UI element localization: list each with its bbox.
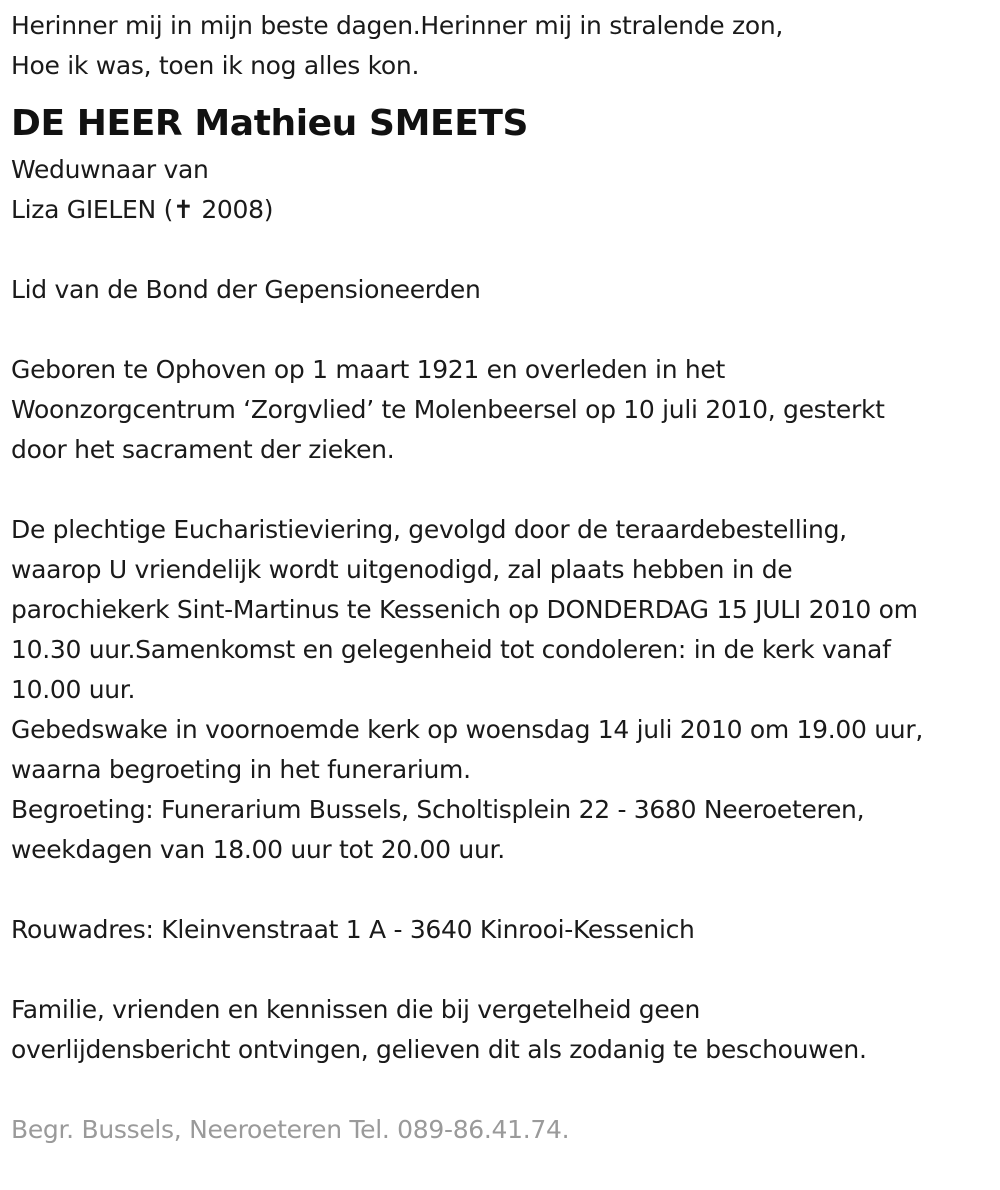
paragraph-line: waarop U vriendelijk wordt uitgenodigd, zal plaats hebben in de (11, 555, 793, 584)
paragraph-line: Geboren te Ophoven op 1 maart 1921 en overleden in het (11, 355, 726, 384)
spacer (11, 230, 991, 270)
paragraph-line: 10.30 uur.Samenkomst en gelegenheid tot condoleren: in de kerk vanaf (11, 635, 891, 664)
paragraph-line: Gebedswake in voornoemde kerk op woensdag 14 juli 2010 om 19.00 uur, (11, 715, 923, 744)
spouse-name: Liza GIELEN (✝ 2008) (11, 195, 274, 224)
funeral-home-footer: Begr. Bussels, Neeroeteren Tel. 089-86.41.74. (11, 1115, 570, 1144)
paragraph-line: De plechtige Eucharistieviering, gevolgd door de teraardebestelling, (11, 515, 847, 544)
birth-death-paragraph (11, 350, 991, 470)
membership: Lid van de Bond der Gepensioneerden (11, 275, 481, 304)
spouse-label: Weduwnaar van (11, 155, 209, 184)
poem-line: Hoe ik was, toen ik nog alles kon. (11, 51, 420, 80)
paragraph-line: Begroeting: Funerarium Bussels, Scholtisplein 22 - 3680 Neeroeteren, (11, 795, 865, 824)
deceased-name: DE HEER Mathieu SMEETS (11, 103, 529, 144)
paragraph-line: overlijdensbericht ontvingen, gelieven dit als zodanig te beschouwen. (11, 1035, 867, 1064)
spacer (11, 870, 991, 910)
spacer (11, 310, 991, 350)
paragraph-line: 10.00 uur. (11, 675, 136, 704)
mourning-address: Rouwadres: Kleinvenstraat 1 A - 3640 Kinrooi-Kessenich (11, 915, 695, 944)
spacer (11, 950, 991, 990)
paragraph-line: Familie, vrienden en kennissen die bij vergetelheid geen (11, 995, 701, 1024)
paragraph-line: parochiekerk Sint-Martinus te Kessenich op DONDERDAG 15 JULI 2010 om (11, 595, 918, 624)
paragraph-line: weekdagen van 18.00 uur tot 20.00 uur. (11, 835, 505, 864)
spouse-info (11, 150, 991, 230)
ceremony-paragraph (11, 510, 991, 870)
paragraph-line: waarna begroeting in het funerarium. (11, 755, 471, 784)
spacer (11, 470, 991, 510)
obituary-notice (11, 6, 991, 1150)
poem-line: Herinner mij in mijn beste dagen.Herinner mij in stralende zon, (11, 11, 784, 40)
notice-paragraph (11, 990, 991, 1070)
paragraph-line: Woonzorgcentrum ‘Zorgvlied’ te Molenbeersel op 10 juli 2010, gesterkt (11, 395, 885, 424)
paragraph-line: door het sacrament der zieken. (11, 435, 395, 464)
poem (11, 6, 991, 86)
